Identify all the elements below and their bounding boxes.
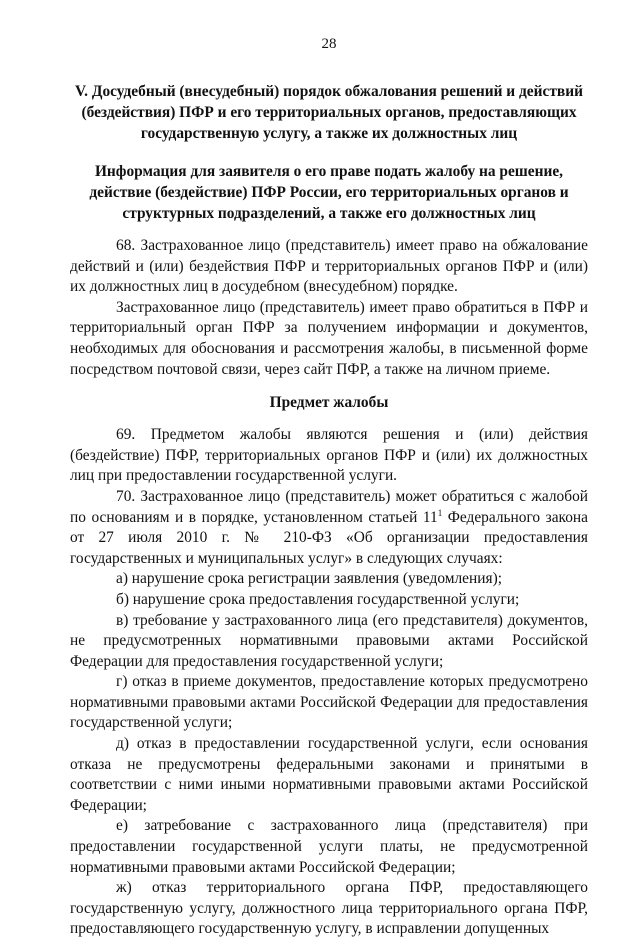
case-d: д) отказ в предоставлении государственной услуги, если основания отказа не предусмотрены федеральными законами и принятыми в соответствии с ними иными нормативными правовыми актами Российской Федерации; — [70, 735, 588, 814]
paragraph-70-end: Федерального закона от 27 июля 2010 г. № 210-ФЗ «Об организации предоставления государственных и муниципальных услуг» в следующих случаях: — [70, 508, 588, 567]
section-heading: V. Досудебный (внесудебный) порядок обжалования решений и действий (бездействия) ПФР и его территориальных органов, предоставляющих государственную услугу, а также их должностных лиц — [75, 83, 583, 142]
case-zh: ж) отказ территориального органа ПФР, предоставляющего государственную услугу, должностного лица территориального органа ПФР, предоставляющего государственную услугу, в исправлении допущенных — [70, 879, 588, 938]
paragraph-68: 68. Застрахованное лицо (представитель) имеет право на обжалование действий и (или) бездействия ПФР и территориальных органов ПФР и (или) их должностных лиц в досудебном (внесудебном) порядке. — [70, 237, 588, 296]
info-heading: Информация для заявителя о его праве подать жалобу на решение, действие (бездействие) ПФР России, его территориальных органов и структурных подразделений, а также его должностных лиц — [89, 163, 569, 222]
case-e: е) затребование с застрахованного лица (представителя) при предоставлении государственной услуги платы, не предусмотренной нормативными правовыми актами Российской Федерации; — [70, 817, 588, 876]
subject-heading: Предмет жалобы — [269, 394, 389, 412]
case-g: г) отказ в приеме документов, предоставление которых предусмотрено нормативными правовыми актами Российской Федерации для предоставления государственной услуги; — [70, 673, 588, 732]
article-superscript: 1 — [437, 507, 443, 518]
paragraph-70-start: 70. Застрахованное лицо (представитель) может обратиться с жалобой по основаниям и в порядке, установленном статьей 11 — [70, 487, 588, 526]
case-b: б) нарушение срока предоставления государственной услуги; — [116, 590, 520, 608]
case-v: в) требование у застрахованного лица (его представителя) документов, не предусмотренных нормативными правовыми актами Российской Федерации для предоставления государственной услуги; — [70, 611, 588, 670]
spacer — [70, 380, 588, 392]
case-a: а) нарушение срока регистрации заявления (уведомления); — [116, 570, 502, 588]
paragraph-68-continued: Застрахованное лицо (представитель) имеет право обратиться в ПФР и территориальный орган ПФР за получением информации и документов, необходимых для обоснования и рассмотрения жалобы, в письменной форме посредством почтовой связи, через сайт ПФР, а также на личном приеме. — [70, 298, 588, 378]
paragraph-69: 69. Предметом жалобы являются решения и (или) действия (бездействие) ПФР, территориальных органов ПФР и (или) их должностных лиц при предоставлении государственной услуги. — [70, 426, 588, 485]
page-number: 28 — [321, 36, 337, 52]
paragraph-70 — [70, 487, 588, 569]
